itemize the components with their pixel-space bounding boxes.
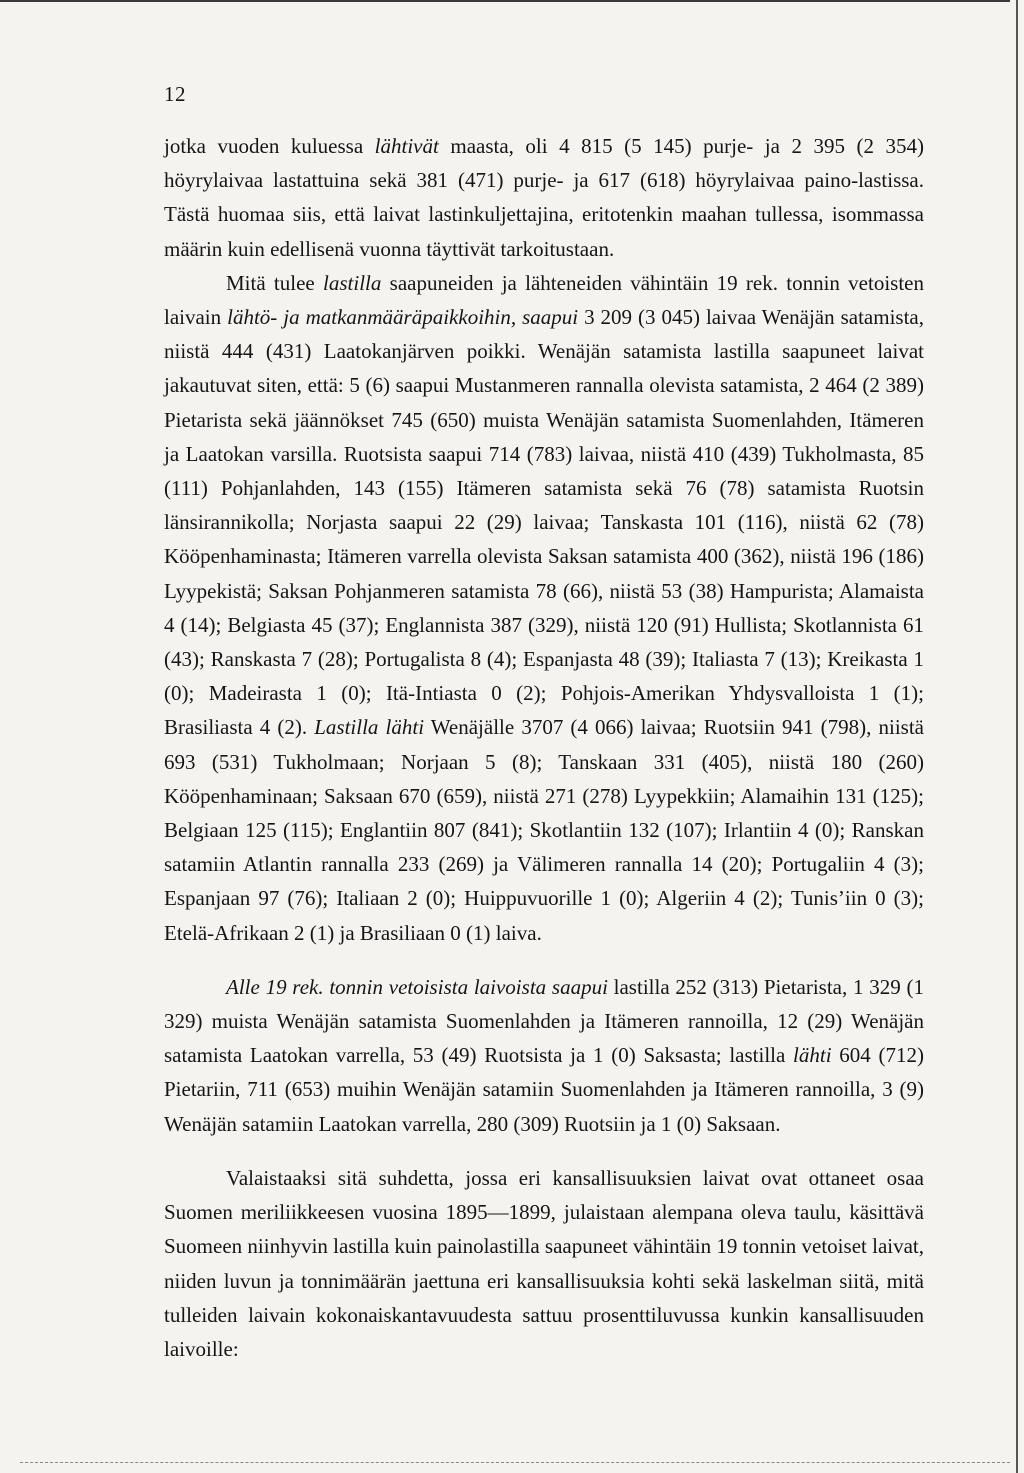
emphasis-text: lähtö- ja matkanmääräpaikkoihin, saapui <box>227 305 579 330</box>
emphasis-text: lähti <box>793 1043 832 1068</box>
text-run: lastilla 252 (313) Pietarista, 1 329 (1 329) muista Wenäjän satamista Suomenlahden ja Itämeren rannoilla, 12 (29) Wenäjän satamista Laatokan varrella, 53 (49) Ruotsista ja 1 (0) Saksasta; lastilla <box>164 974 924 1068</box>
emphasis-text: lähtivät <box>374 134 439 158</box>
paragraph-1 <box>164 129 924 266</box>
text-run: maasta, oli 4 815 (5 145) purje- ja 2 395 (2 354) höyrylaivaa lastattuina sekä 381 (471) purje- ja 617 (618) höyrylaivaa paino-lastissa. Tästä huomaa siis, että laivat lastinkuljettajina, eritotenkin maahan tullessa, isommassa määrin kuin edellisenä vuonna täyttivät tarkoitustaan. <box>164 134 924 261</box>
emphasis-text: Alle 19 rek. tonnin vetoisista laivoista saapui <box>226 974 608 999</box>
top-edge-rule <box>0 0 1010 2</box>
text-run: Wenäjälle 3707 (4 066) laivaa; Ruotsiin 941 (798), niistä 693 (531) Tukholmaan; Norjaan 5 (8); Tanskaan 331 (405), niistä 180 (260) Kööpenhaminaan; Saksaan 670 (659), niistä 271 (278) Lyypekkiin; Alamaihin 131 (125); Belgiaan 125 (115); Englantiin 807 (841); Skotlantiin 132 (107); Irlantiin 4 (0); Ranskan satamiin Atlantin rannalla 233 (269) ja Välimeren rannalla 14 (20); Portugaliin 4 (3); Espanjaan 97 (76); Italiaan 2 (0); Huippuvuorille 1 (0); Algeriin 4 (2); Tunis’iin 0 (3); Etelä-Afrikaan 2 (1) ja Brasiliaan 0 (1) laiva. <box>164 715 924 945</box>
text-run: Valaistaaksi sitä suhdetta, jossa eri kansallisuuksien laivat ovat ottaneet osaa Suomen meriliikkeesen vuosina 1895—1899, julaistaan alempana oleva taulu, käsittävä Suomeen niinhyvin lastilla kuin painolastilla saapuneet vähintäin 19 tonnin vetoiset laivat, niiden luvun ja tonnimäärän jaettuna eri kansallisuuksia kohti sekä laskelman siitä, mitä tulleiden laivain kokonaiskantavuudesta sattuu prosenttiluvussa kunkin kansallisuuden laivoille: <box>164 1165 924 1361</box>
text-run: 3 209 (3 045) laivaa Wenäjän satamista, niistä 444 (431) Laatokanjärven poikki. Wenäjän satamista lastilla saapuneet laivat jakautuvat siten, että: 5 (6) saapui Mustanmeren rannalla olevista satamista, 2 464 (2 389) Pietarista sekä jäännökset 745 (650) muista Wenäjän satamista Suomenlahden, Itämeren ja Laatokan varsilla. Ruotsista saapui 714 (783) laivaa, niistä 410 (439) Tukholmasta, 85 (111) Pohjanlahden, 143 (155) Itämeren satamista sekä 76 (78) satamista Ruotsin länsirannikolla; Norjasta saapui 22 (29) laivaa; Tanskasta 101 (116), niistä 62 (78) Kööpenhaminasta; Itämeren varrella olevista Saksan satamista 400 (362), niistä 196 (186) Lyypekistä; Saksan Pohjanmeren satamista 78 (66), niistä 53 (38) Hampurista; Alamaista 4 (14); Belgiasta 45 (37); Englannista 387 (329), niistä 120 (91) Hullista; Skotlannista 61 (43); Ranskasta 7 (28); Portugalista 8 (4); Espanjasta 48 (39); Italiasta 7 (13); Kreikasta 1 (0); Madeirasta 1 (0); Itä-Intiasta 0 (2); Pohjois-Amerikan Yhdysvalloista 1 (1); Brasiliasta 4 (2). <box>164 305 924 740</box>
emphasis-text: lastilla <box>323 270 382 295</box>
text-run: Mitä tulee <box>226 270 324 295</box>
bottom-edge-rule <box>20 1462 1010 1464</box>
page-number: 12 <box>164 82 186 106</box>
text-run: jotka vuoden kuluessa <box>164 134 375 158</box>
emphasis-text: Lastilla lähti <box>314 715 425 740</box>
body-text <box>164 129 924 1366</box>
right-edge-rule <box>1016 0 1018 1473</box>
text-run: 604 (712) Pietariin, 711 (653) muihin Wenäjän satamiin Suomenlahden ja Itämeren rannoilla, 3 (9) Wenäjän satamiin Laatokan varrella, 280 (309) Ruotsiin ja 1 (0) Saksaan. <box>164 1043 924 1136</box>
paragraph-2 <box>164 266 924 950</box>
paragraph-3 <box>164 970 924 1141</box>
paragraph-4 <box>164 1161 924 1366</box>
text-run: saapuneiden ja lähteneiden vähintäin 19 rek. tonnin vetoisten laivain <box>164 270 924 330</box>
